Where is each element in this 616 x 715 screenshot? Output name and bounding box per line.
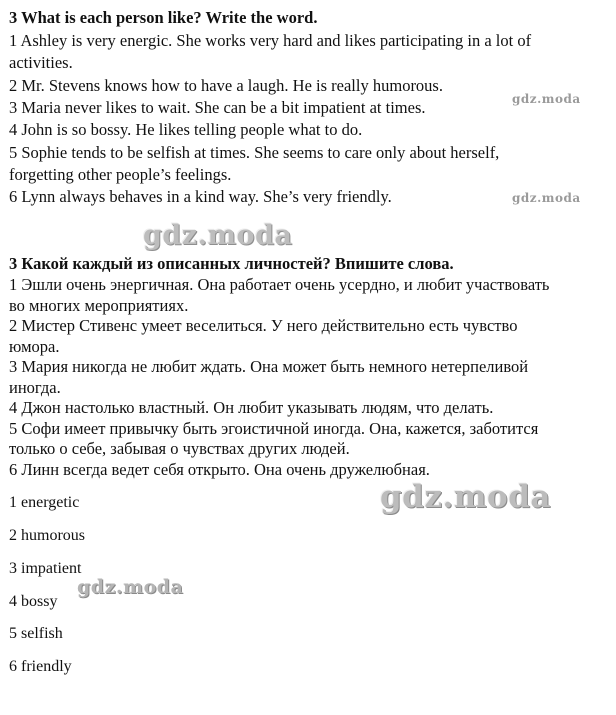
russian-line: юмора. bbox=[9, 337, 60, 356]
answer-item: 5 selfish bbox=[9, 625, 63, 642]
english-line: forgetting other people’s feelings. bbox=[9, 165, 232, 184]
english-heading: 3 What is each person like? Write the word. bbox=[9, 8, 318, 27]
english-line: 2 Mr. Stevens knows how to have a laugh. He is really humorous. bbox=[9, 76, 443, 95]
russian-line: иногда. bbox=[9, 378, 61, 397]
russian-line: 2 Мистер Стивенс умеет веселиться. У него действительно есть чувство bbox=[9, 316, 518, 335]
russian-line: 6 Линн всегда ведет себя открыто. Она очень дружелюбная. bbox=[9, 460, 430, 479]
russian-line: 5 Софи имеет привычку быть эгоистичной иногда. Она, кажется, заботится bbox=[9, 419, 539, 438]
russian-line: 3 Мария никогда не любит ждать. Она может быть немного нетерпеливой bbox=[9, 357, 529, 376]
watermark-logo: gdz.moda bbox=[380, 479, 551, 515]
watermark-logo: gdz.moda bbox=[512, 191, 581, 205]
watermark-logo: gdz.moda bbox=[512, 92, 581, 106]
answer-item: 6 friendly bbox=[9, 658, 72, 675]
english-line: 5 Sophie tends to be selfish at times. She seems to care only about herself, bbox=[9, 143, 500, 162]
answer-item: 3 impatient bbox=[9, 560, 82, 577]
english-line: 6 Lynn always behaves in a kind way. She’s very friendly. bbox=[9, 187, 392, 206]
answer-item: 4 bossy bbox=[9, 593, 58, 610]
english-line: activities. bbox=[9, 53, 73, 72]
russian-line: во многих мероприятиях. bbox=[9, 296, 189, 315]
russian-line: 1 Эшли очень энергичная. Она работает очень усердно, и любит участвовать bbox=[9, 275, 550, 294]
answer-item: 1 energetic bbox=[9, 494, 80, 511]
russian-line: только о себе, забывая о чувствах других людей. bbox=[9, 439, 350, 458]
russian-line: 4 Джон настолько властный. Он любит указывать людям, что делать. bbox=[9, 398, 494, 417]
english-line: 1 Ashley is very energic. She works very hard and likes participating in a lot of bbox=[9, 31, 532, 50]
english-line: 4 John is so bossy. He likes telling people what to do. bbox=[9, 120, 363, 139]
english-line: 3 Maria never likes to wait. She can be a bit impatient at times. bbox=[9, 98, 426, 117]
russian-heading: 3 Какой каждый из описанных личностей? Впишите слова. bbox=[9, 254, 454, 273]
watermark-logo: gdz.moda bbox=[77, 576, 184, 598]
answer-item: 2 humorous bbox=[9, 527, 85, 544]
watermark-logo: gdz.moda bbox=[143, 220, 293, 251]
